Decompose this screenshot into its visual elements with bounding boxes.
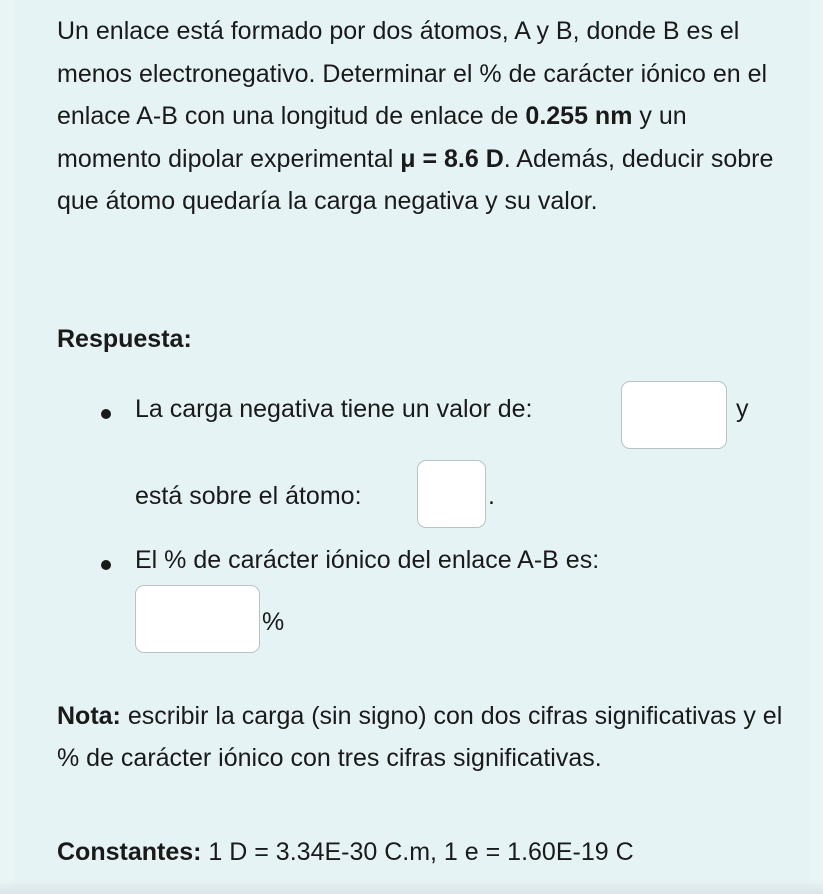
atom-label: está sobre el átomo: [135,482,362,510]
answer-heading: Respuesta: [57,325,192,353]
ionic-unit: % [262,608,285,636]
dipole-moment: μ = 8.6 D [400,144,504,173]
atom-period: . [488,482,495,510]
note [57,695,797,779]
constants-label: Constantes: [57,838,202,866]
problem-text-1: Un enlace está formado por dos átomos, A y B, donde B es el menos electronegativo. Determinar el % de carácter iónico en el enlace A-B con una longitud de enlace de [57,17,768,130]
charge-label: La carga negativa tiene un valor de: [135,395,533,423]
bond-length: 0.255 nm [525,102,633,130]
question-card [14,0,809,894]
problem-text-3: . Además, deducir sobre que átomo quedaría la carga negativa y su valor. [57,144,774,215]
charge-input[interactable] [621,381,727,449]
bullet-dot [101,409,111,419]
ionic-label: El % de carácter iónico del enlace A-B es: [135,546,600,574]
constants-text: 1 D = 3.34E-30 C.m, 1 e = 1.60E-19 C [201,838,634,866]
problem-text-2: y un momento dipolar experimental [57,102,687,173]
note-label: Nota: [57,702,121,730]
atom-input[interactable] [417,460,486,528]
constants [57,838,634,867]
ionic-row [135,546,599,575]
atom-row [135,482,362,511]
problem-statement [57,10,787,223]
note-text: escribir la carga (sin signo) con dos cifras significativas y el % de carácter iónico con tres cifras significativas. [57,702,783,772]
ionic-input[interactable] [135,585,260,653]
bullet-dot [101,560,111,570]
charge-connector: y [736,395,749,423]
bottom-shadow [0,880,823,894]
charge-row [135,395,533,424]
